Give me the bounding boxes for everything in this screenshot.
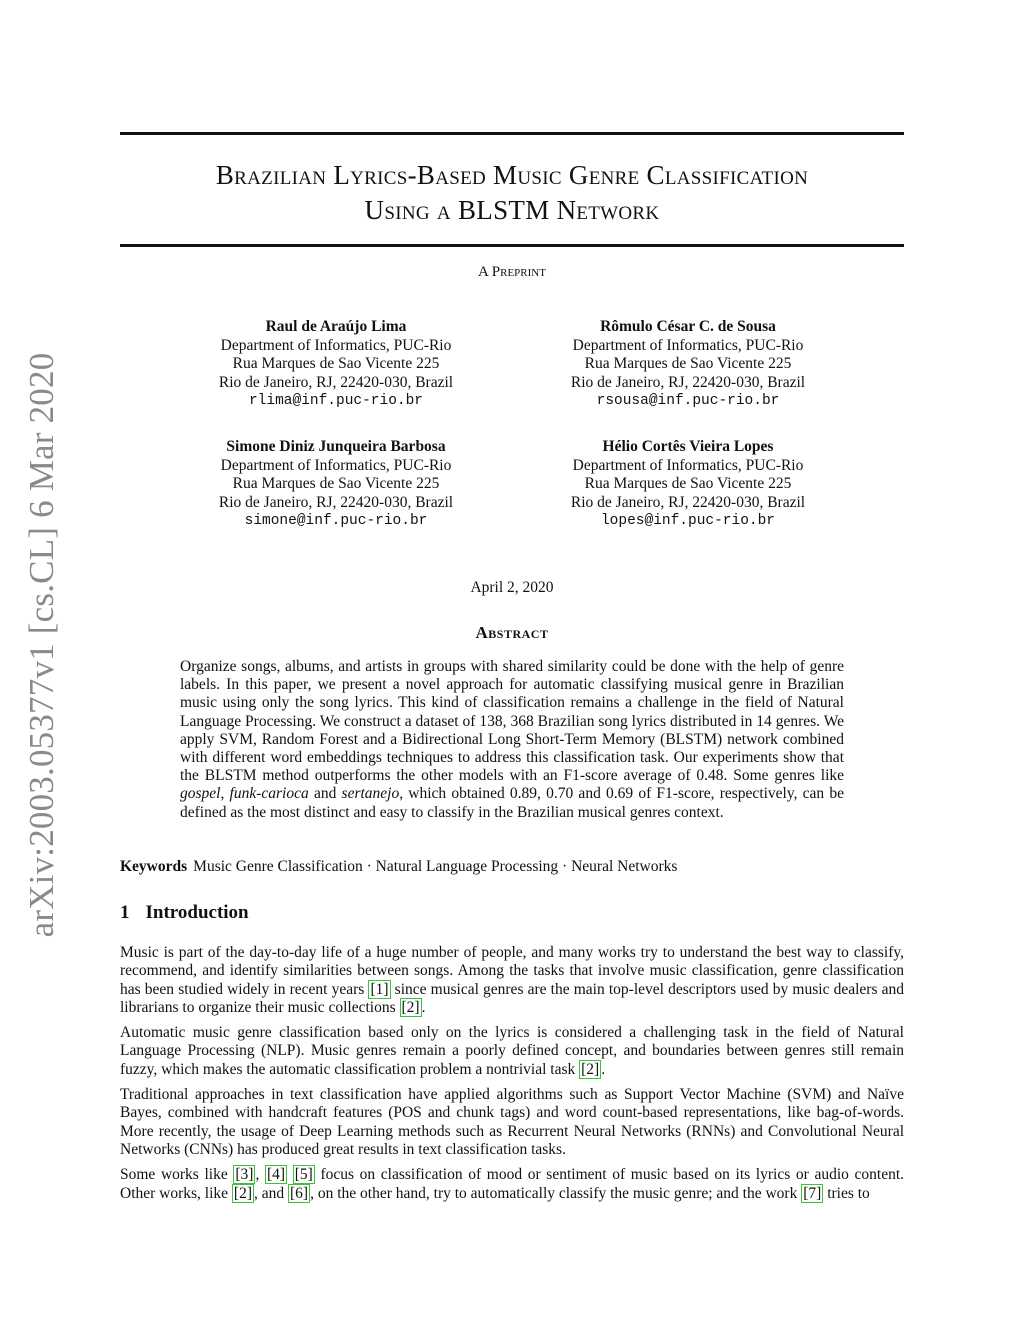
author-department: Department of Informatics, PUC-Rio (572, 336, 804, 354)
author-block-4 (538, 438, 838, 531)
author-name: Simone Diniz Junqueira Barbosa (226, 438, 446, 455)
citation-link[interactable]: [6] (290, 1184, 309, 1202)
section-body (120, 944, 904, 1210)
author-name: Hélio Cortês Vieira Lopes (602, 438, 774, 455)
author-city: Rio de Janeiro, RJ, 22420-030, Brazil (218, 493, 454, 511)
author-name: Raul de Araújo Lima (265, 318, 407, 335)
author-block-3 (186, 438, 486, 531)
citation-link[interactable]: [2] (581, 1060, 600, 1078)
abstract-text: Organize songs, albums, and artists in groups with shared similarity could be done with the help of genre labels. In this paper, we present a novel approach for automatic classifying musical genre in Brazilian music using only the song lyrics. This kind of classification remains a challenge in the field of Natural Language Processing. We construct a dataset of 138, 368 Brazilian song lyrics distributed in 14 genres. We apply SVM, Random Forest and a Bidirectional Long Short-Term Memory (BLSTM) network combined with different word embeddings techniques to address this classification task. Our experiments show that the BLSTM method outperforms the other models with an F1-score average of 0.48. Some genres like (180, 658, 844, 785)
author-department: Department of Informatics, PUC-Rio (220, 456, 452, 474)
author-street: Rua Marques de Sao Vicente 225 (584, 355, 792, 372)
preprint-label: A Preprint (478, 264, 546, 280)
keywords-text: Music Genre Classification · Natural Language Processing · Neural Networks (193, 858, 678, 875)
author-email[interactable]: rsousa@inf.puc-rio.br (596, 393, 780, 409)
author-email[interactable]: lopes@inf.puc-rio.br (600, 513, 776, 529)
section-heading (120, 902, 249, 924)
paragraph-text: Some works like (120, 1166, 234, 1184)
genre-gospel: gospel (180, 785, 221, 803)
abstract-heading: Abstract (475, 623, 549, 642)
paragraph-text: since musical genres are the main top-level descriptors used by music dealers and librarians to organize their music collections (120, 980, 904, 1016)
author-name: Rômulo César C. de Sousa (600, 318, 776, 335)
citation-link[interactable]: [2] (233, 1184, 252, 1202)
abstract-text: , which obtained 0.89, 0.70 and 0.69 of F1-score, respectively, can be defined as the most distinct and easy to classify in the Brazilian musical genres context. (180, 785, 845, 821)
paragraph-text: , (255, 1166, 265, 1184)
title-rule-top (120, 132, 904, 135)
paragraph-text: focus on classification of mood or sentiment of music based on its lyrics or audio content. Other works, like (120, 1166, 905, 1202)
title-line-2: Using a BLSTM Network (364, 195, 660, 225)
paragraph-4 (120, 1166, 904, 1203)
author-block-1 (186, 318, 486, 411)
paragraph-text: . (421, 998, 426, 1016)
abstract-separator: , (220, 785, 230, 803)
genre-funk-carioca: funk-carioca (229, 785, 309, 803)
title-line-1: Brazilian Lyrics-Based Music Genre Classification (215, 160, 809, 190)
paragraph-text: Automatic music genre classification based only on the lyrics is considered a challenging task in the field of Natural Language Processing (NLP). Music genres remain a poorly defined concept, and boundaries between genres still remain fuzzy, which makes the automatic classification problem a nontrivial task (120, 1024, 904, 1078)
paragraph-text: Music is part of the day-to-day life of a huge number of people, and many works try to understand the best way to classify, recommend, and identify similarities between songs. Among the tasks that involve music classification, genre classification has been studied widely in recent years (120, 944, 904, 998)
abstract-body (180, 658, 844, 822)
genre-sertanejo: sertanejo (341, 785, 400, 803)
abstract-separator: and (308, 785, 342, 803)
citation-link[interactable]: [1] (370, 980, 389, 998)
author-street: Rua Marques de Sao Vicente 225 (232, 355, 440, 372)
paper-date: April 2, 2020 (470, 579, 554, 596)
title-rule-bottom (120, 244, 904, 247)
author-block-2 (538, 318, 838, 411)
author-email[interactable]: simone@inf.puc-rio.br (244, 513, 428, 529)
paragraph-text: , and (254, 1184, 289, 1202)
paragraph-1 (120, 944, 904, 1017)
paragraph-text: tries to (823, 1184, 870, 1202)
author-street: Rua Marques de Sao Vicente 225 (584, 475, 792, 492)
section-title: Introduction (145, 902, 249, 923)
author-email[interactable]: rlima@inf.puc-rio.br (248, 393, 424, 409)
keywords (120, 858, 677, 876)
citation-link[interactable]: [4] (266, 1166, 286, 1184)
paragraph-3: Traditional approaches in text classification have applied algorithms such as Support Vector Machine (SVM) and Naïve Bayes, combined with handcraft features (POS and chunk tags) and word count-based representations, like bag-of-words. More recently, the usage of Deep Learning methods such as Recurrent Neural Networks (RNNs) and Convolutional Neural Networks (CNNs) has produced great results in text classification tasks. (120, 1086, 904, 1158)
author-city: Rio de Janeiro, RJ, 22420-030, Brazil (218, 373, 454, 391)
section-number: 1 (120, 902, 130, 923)
paragraph-text: , on the other hand, try to automatically classify the music genre; and the work (310, 1184, 802, 1202)
citation-link[interactable]: [2] (401, 998, 420, 1016)
paragraph-2 (120, 1024, 904, 1079)
citation-link[interactable]: [3] (235, 1166, 254, 1184)
keywords-label: Keywords (120, 858, 188, 875)
paragraph-text (287, 1166, 293, 1183)
author-city: Rio de Janeiro, RJ, 22420-030, Brazil (570, 373, 806, 391)
author-department: Department of Informatics, PUC-Rio (220, 336, 452, 354)
author-city: Rio de Janeiro, RJ, 22420-030, Brazil (570, 493, 806, 511)
citation-link[interactable]: [7] (803, 1184, 822, 1202)
arxiv-stamp-text: arXiv:2003.05377v1 [cs.CL] 6 Mar 2020 (22, 352, 61, 938)
author-department: Department of Informatics, PUC-Rio (572, 456, 804, 474)
paragraph-text: . (601, 1060, 606, 1078)
author-street: Rua Marques de Sao Vicente 225 (232, 475, 440, 492)
citation-link[interactable]: [5] (294, 1166, 313, 1184)
paper-title (120, 158, 904, 228)
